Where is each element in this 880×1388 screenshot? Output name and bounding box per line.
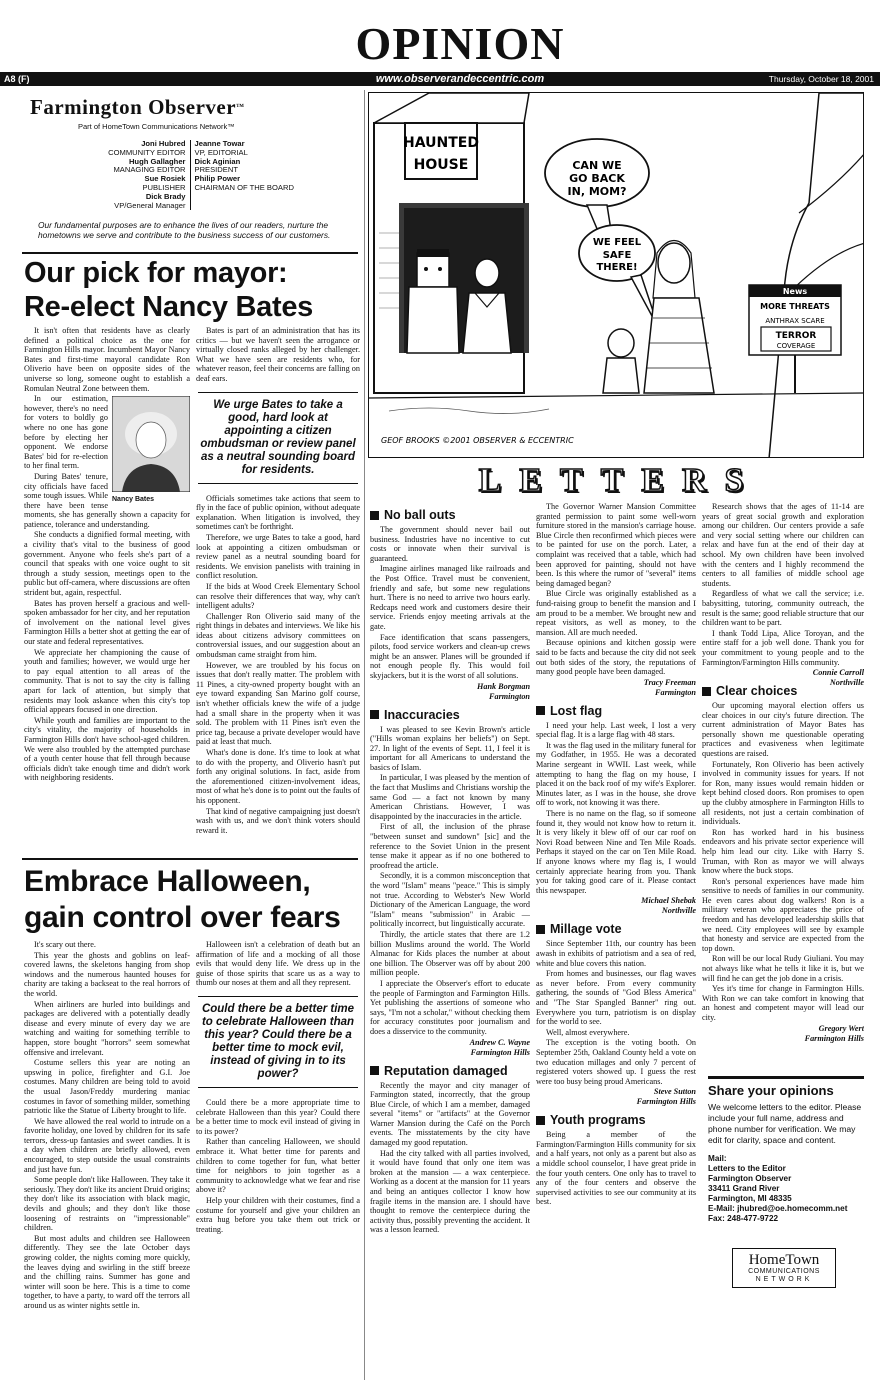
letter-1-p1: In particular, I was pleased by the mention of the fact that Muslims and Christians worship the same God — a fact not known by many American Christians. However, I was disappointed by the inaccuracies in the article. <box>370 773 530 821</box>
editorial1-p12: What's done is done. It's time to look at what to do with the property, and Oliverio hasn't put forth any original solutions. In fact, aside from the aforementioned citizen-involvement ideas, most of what he's done is to point out the faults of his opponent. <box>196 748 360 805</box>
letter-6-p2: Ron has worked hard in his business endeavors and his private sector experience will help him lead our city. Like with Harry S. Truman, with Ron as mayor we will always know where the buck stops. <box>702 827 864 876</box>
editorial2-col1 <box>24 940 190 1376</box>
share-fax: Fax: 248-477-9722 <box>708 1214 779 1223</box>
letter-head-text-1: Inaccuracies <box>384 707 460 722</box>
letter-3-p0: I need your help. Last week, I lost a very special flag. It is a large flag with 48 stars. <box>536 720 696 740</box>
letter-head-4 <box>536 922 696 936</box>
letter-head-text-4: Millage vote <box>550 922 622 937</box>
editorial2-p5: We have allowed the real world to intrude on a favorite holiday, one loved by children for its safe terrors, dress-up fantasies and sweet candies. It is a day when children are briefly allowed, even encouraged, to step outside the usual constraints and just have fun. <box>24 1116 190 1174</box>
staff-left-title-0: COMMUNITY EDITOR <box>108 147 186 157</box>
hometown-logo-sub2: NETWORK <box>755 1276 813 1283</box>
letter-1-author: Andrew C. Wayne <box>469 1037 530 1047</box>
editorial2-p9: Could there be a more appropriate time to celebrate Halloween than this year? Could there be a better time to mock evil instead of giving in to its power? <box>196 1097 360 1136</box>
cartoon-house-sign-1: HAUNTED <box>403 135 479 151</box>
share-addr2: Farmington Observer <box>708 1174 792 1183</box>
editorial2-p6: Some people don't like Halloween. They take it seriously. They don't like its ancient Druid origins; they don't like its association with black magic, devils and ghouls; and they don't like those loosening of restraints on "impressionable" children. <box>24 1175 190 1233</box>
letter-head-text-6: Clear choices <box>716 684 798 698</box>
editorial2-p10: Rather than canceling Halloween, we should embrace it. What better time for parents and children to come together for fun, what better time for neighbors to join together as a community to acknowledge what we fear and rise above it? <box>196 1137 360 1195</box>
cartoon-terror: TERROR <box>775 331 817 341</box>
editorial2-headline-line1: Embrace Halloween, <box>24 865 311 898</box>
cartoon-house-sign-2: HOUSE <box>413 157 469 173</box>
editorial2-headline <box>24 864 364 936</box>
staff-right-title-0: VP, EDITORIAL <box>194 147 248 157</box>
letter-1-signature <box>370 1038 530 1058</box>
editorial2-p4: Costume sellers this year are noting an upswing in police, firefighter and G.I. Joe costumes. Many children are being told to avoid the usual Jason/Freddy murdering maniac costumes in favor of something milder, something patriotic like the Statue of Liberty brought to life. <box>24 1058 190 1116</box>
letter-5-p2: Regardless of what we call the service; i.e. babysitting, tutoring, community outreach, the result is the same; good reliable structure that our children want to be part. <box>702 589 864 628</box>
letter-5-p1: Research shows that the ages of 11-14 are years of great social growth and exploration among our children. Our centers provide a safe and very social setting where our children can relax and have fun at the end of their day at school. My own children have been involved with the centers and I highly recommend the centers to all families of middle school age students. <box>702 502 864 588</box>
editorial2-col2 <box>196 940 360 1376</box>
bullet-square-icon <box>536 1116 545 1125</box>
letter-6-p3: Ron's personal experiences have made him sensitive to needs of families in our community. He even cares about dog walkers! Ron is a military veteran who appreciates the price of freedom and has developed leadership skills that we need. City employees will see by example that honesty and service are expected from the top down. <box>702 876 864 953</box>
letter-0-author: Hank Borgman <box>476 681 530 691</box>
editorial1-wrap: In our estimation, however, there's no need for voters to boldly go where no one has gone before by electing her opponent. We endorse Bates' bid for re-election to her final term. <box>24 394 108 471</box>
letter-3-city: Northville <box>661 906 696 916</box>
editorial1-p1: During Bates' tenure, city officials have faced some tough issues. While there have been tense moments, she has generally shown a capacity for patience, tolerance and understanding. <box>24 471 190 529</box>
letter-1-p5: I appreciate the Observer's effort to educate the people of Farmington and Farmington Hills. Yet publishing the assertions of someone who says, "I'm not a scholar," without checking them for accuracy constitutes poor journalism and does a disservice to the community. <box>370 978 530 1036</box>
staff-left-name-3: Dick Brady <box>145 191 186 201</box>
staff-left-name-1: Hugh Gallagher <box>128 156 186 166</box>
letters-col3-lower <box>702 678 864 1068</box>
staff-right-name-0: Jeanne Towar <box>194 139 245 148</box>
letter-0-p2: Face identification that scans passengers, pilots, food service workers and clean-up crews might be an answer. Planes will be grounded if not enough people fly. This would foil skyjackers, but it is the worst of all solutions. <box>370 632 530 680</box>
letter-6-author: Gregory Wert <box>818 1023 864 1033</box>
editorial2-p11: Help your children with their costumes, find a costume for yourself and give your children an extra hug before you take them out trick or treating. <box>196 1195 360 1234</box>
staff-right-title-2: CHAIRMAN OF THE BOARD <box>194 182 294 192</box>
editorial2-pull-quote: Could there be a better time to celebrate Halloween than this year? Could there be a better time to mock evil, instead of giving in to its power? <box>198 996 358 1088</box>
paper-nameplate <box>30 95 245 119</box>
letter-3-p1: It was the flag used in the military funeral for my Godfather, in 1955. He was a decorated Marine sergeant in WWII. Last week, while attempting to hang the flag on my house, I placed it on the back roof of my wife's Explorer. Minutes later, as I was in the house, she drove off to work, not knowing it was there. <box>536 740 696 808</box>
staff-left-name-0: Joni Hubred <box>141 139 186 148</box>
editorial2-p3: When airliners are hurled into buildings and packages are delivered with a potentially deadly disease and every minute of every day we are watching and waiting for something terrible to happen, store bought "horrors" seem somewhat offensive and irrelevant. <box>24 999 190 1057</box>
letter-6-p0: Our upcoming mayoral election offers us clear choices in our city's future direction. The current administration of Mayor Bates has personally shown me questionable operating practices and evasiveness when legitimate questions are raised. <box>702 701 864 758</box>
letters-banner: LETTERS <box>478 462 762 499</box>
letter-head-0 <box>370 508 530 522</box>
letter-4-p3: The exception is the voting booth. On September 25th, Oakland County held a vote on two education millages and only 7 percent of registered voters showed up. I guess the rest were too busy being proud Americans. <box>536 1038 696 1086</box>
staff-right-name-2: Philip Power <box>194 174 241 184</box>
letter-6-p1: Fortunately, Ron Oliverio has been actively involved in community issues for years. If not for Ron, many issues would remain hidden or kept behind closed doors. Ron promises to open up the clubby atmosphere in Farmington Hills to all residents, not just a certain combination of individuals. <box>702 759 864 827</box>
staff-left <box>80 140 190 210</box>
editorial1-headline-line1: Our pick for mayor: <box>24 257 288 289</box>
share-addr3: 33411 Grand River <box>708 1184 780 1193</box>
letter-0-p0: The government should never bail out business. Industries have no incentive to cut costs or innovate when their survival is guaranteed. <box>370 525 530 563</box>
mission-statement: Our fundamental purposes are to enhance the lives of our readers, nurture the hometowns we serve and contribute to the business success of our customers. <box>38 220 331 240</box>
bullet-square-icon <box>536 706 545 715</box>
editorial1-p8: Therefore, we urge Bates to take a good, hard look at appointing a citizen ombudsman or review panel as a neutral sounding board for residents. We envision panelists with training in conflict resolution. <box>196 532 360 581</box>
letter-head-5 <box>536 1113 696 1127</box>
hometown-logo-word: HomeTown <box>748 1252 820 1268</box>
staff-right-name-1: Dick Aginian <box>194 156 241 166</box>
share-email[interactable]: E-Mail: jhubred@oe.homecomm.net <box>708 1204 848 1213</box>
letter-2-p3: Blue Circle was originally established as a fund-raising group to benefit the mansion and I am proud to be a member. We brought new and repeat visitors, as well as money, to the mansion. All are much needed. <box>536 589 696 637</box>
staff-right <box>190 140 340 210</box>
letters-col1 <box>370 502 530 1382</box>
editorial1-p2: She conducts a dignified formal meeting, with a civility that's vital to the business of good government. Anyone who feels she's part of a council that speaks with one voice ought to sit through a study session, meetings open to the public but off-camera, where discussions are often strident but, again, respectful. <box>24 530 190 598</box>
staff-box <box>80 140 340 210</box>
letter-1-p3: Secondly, it is a common misconception that the word "Islam" means "peace." This is simply not true. According to Webster's New World Dictionary of the American Language, the word "Islam" means "submission" in Arabic — politically incorrect, but linguistically accurate. <box>370 871 530 929</box>
letter-2-p4: Because opinions and kitchen gossip were said to be facts and because the city did not seek out both sides of the story, the reputations of many good people have been damaged. <box>536 638 696 677</box>
staff-left-name-2: Sue Rosiek <box>144 174 186 184</box>
letter-0-p1: Imagine airlines managed like railroads and the Post Office. Travel must be convenient, friendly and safe, but some new regulations hurt. There is no need to arrive two hours early. Redcaps need work and customers desire their service. Friends enjoy meeting arrivals at the gate. <box>370 564 530 631</box>
letter-6-city: Farmington Hills <box>804 1033 864 1043</box>
letter-head-text-0: No ball outs <box>384 508 456 522</box>
staff-left-title-2: PUBLISHER <box>142 182 186 192</box>
cartoon-bubble-1: CAN WE GO BACK IN, MOM? <box>567 159 627 198</box>
editorial1-headline-line2: Re-elect Nancy Bates <box>24 291 313 323</box>
paper-tm: ™ <box>236 102 245 111</box>
letter-head-3 <box>536 704 696 718</box>
staff-right-title-1: PRESIDENT <box>194 165 238 175</box>
editorial1-p6: Bates is part of an administration that has its critics — but we haven't seen the arrogance or virtually closed ranks alleged by her challenger. What we have seen are residents who, for whatever reason, feel their concerns are falling on deaf ears. <box>196 326 360 383</box>
cartoon-news-label: News <box>782 287 808 296</box>
hometown-logo <box>732 1248 836 1288</box>
letter-4-signature <box>536 1087 696 1107</box>
letter-head-1 <box>370 708 530 722</box>
editorial1-headline <box>24 256 364 324</box>
editorial2-headline-line2: gain control over fears <box>24 901 341 934</box>
network-line: Part of HomeTown Communications Network™ <box>78 122 235 131</box>
share-opinions-box <box>708 1076 864 1376</box>
letter-2-signature <box>536 678 696 698</box>
letter-head-6 <box>702 684 864 698</box>
share-mail-label: Mail: <box>708 1154 727 1163</box>
editorial1-p3: Bates has proven herself a gracious and well-spoken ambassador for her city, and her reputation of involvement on the national level gives Farmington Hills a better shot at getting the ear of our state and federal representatives. <box>24 598 190 646</box>
letter-4-author: Steve Sutton <box>653 1087 696 1097</box>
issue-date: Thursday, October 18, 2001 <box>768 74 874 84</box>
letter-1-p4: Thirdly, the article states that there are 1.2 billion Muslims around the world. The World Almanac for Kids places the number at about one billion. The Observer was off by about 200 million people. <box>370 929 530 978</box>
cartoon-credit: GEOF BROOKS ©2001 OBSERVER & ECCENTRIC <box>381 436 574 445</box>
letter-5-city: Northville <box>829 678 864 688</box>
editorial2-p8: Halloween isn't a celebration of death but an affirmation of life and a mocking of all those evils that would deny life. We dress up in the guise of those spirits that scare us as a way to thumb our noses at them and all they represent. <box>196 940 360 988</box>
share-title: Share your opinions <box>708 1083 834 1098</box>
editorial1-pull-quote: We urge Bates to take a good, hard look at appointing a citizen ombudsman or review panel as a neutral sounding board for residents. <box>198 392 358 484</box>
letter-2-p1: Had the city talked with all parties involved, it would have found that only one item was broken at the mansion — a wax centerpiece. Working as a docent at the mansion for 11 years and being an antiques collector I know how fragile items in the mansion are. I should have thought to remove the centerpiece during the activity thus, possibly preventing the accident. It was a lesson learned. <box>370 1148 530 1235</box>
bullet-square-icon <box>370 1066 379 1075</box>
bullet-square-icon <box>370 511 379 520</box>
letter-head-text-3: Lost flag <box>550 703 603 718</box>
paper-name: Farmington Observer <box>30 95 237 119</box>
editorial1-p11: However, we are troubled by his focus on issues that don't really matter. The problem with 11 Pines, a city-owned property bought with an eye toward expanding San Marino golf course, isn't whether officials knew the wife of a judge had a small share in the property when it was sold. The problem with 11 Pines isn't even the price tag, because a private developer would have paid at least that much. <box>196 660 360 747</box>
editorial1-col1 <box>24 326 190 850</box>
letter-2-p2: The Governor Warner Mansion Committee granted permission to paint some well-worn furniture stored in the mansion's carriage house. Blue Circle then reconfirmed which pieces were to be painted for use on the porch. Later, a complaint was received that a table, which had been approved for painting, should not have been. Is this where the rumor of "several" items being damaged began? <box>536 502 696 588</box>
bullet-square-icon <box>536 925 545 934</box>
editorial2-p7: But most adults and children see Halloween differently. They see the late October days growing colder, the nights coming more quickly, the leaves dying and swirling in the stiff breeze and the chilling rains. Summer has gone and winter will soon be here. This is a time to come together, to have a party, to ward off the terrors all around us as winter nights settle in. <box>24 1233 190 1310</box>
editorial1-lead: It isn't often that residents have as clearly defined a political choice as the one for Farmington Hills mayor. Incumbent Mayor Nancy Bates and first-time mayoral candidate Ron Oliverio have been on opposite sides of the universe so long, someone ought to establish a Romulan Neutral Zone between them. <box>24 326 190 393</box>
cartoon-threats: MORE THREATS <box>760 302 830 311</box>
letter-1-p0: I was pleased to see Kevin Brown's article ("Hills woman explains her beliefs") on Sept. 27. In light of the events of Sept. 11, I feel it is important for all Americans to understand the basics of Islam. <box>370 724 530 772</box>
bullet-square-icon <box>702 687 711 696</box>
letter-head-2 <box>370 1064 530 1078</box>
letter-5-p0: Being a member of the Farmington/Farmington Hills community for six and a half years, not only as a parent but also as a middle school counselor, I have great pride in the four youth centers. One only has to travel to any of the four centers and observe the supervised activities to see our community at its best. <box>536 1130 696 1207</box>
site-url[interactable]: www.observerandeccentric.com <box>375 73 545 85</box>
share-addr1: Letters to the Editor <box>708 1164 786 1173</box>
letter-head-text-5: Youth programs <box>550 1113 646 1128</box>
share-address <box>708 1164 864 1224</box>
letter-4-city: Farmington Hills <box>636 1097 696 1107</box>
editorial2-p2: This year the ghosts and goblins on leaf-covered lawns, the skeletons hanging from shop windows and the numerous haunted houses for charity are taking a backseat to the real horrors of the world. <box>24 950 190 998</box>
letter-6-signature <box>702 1024 864 1044</box>
letter-4-p1: From homes and businesses, our flag waves as never before. From every community gathering, the sounds of "God Bless America" and "The Star Spangled Banner" ring out. Everywhere you turn, patriotism is on display for the world to see. <box>536 969 696 1027</box>
editorial1-col2 <box>196 326 360 850</box>
hometown-logo-sub1: COMMUNICATIONS <box>748 1268 820 1275</box>
letter-6-p4: Ron will be our local Rudy Giuliani. You may not always like what he tells it like it is, but we will find he can get the job done in a crisis. <box>702 954 864 983</box>
cartoon-coverage: COVERAGE <box>776 342 816 350</box>
letter-4-p2: Well, almost everywhere. <box>546 1027 630 1037</box>
letter-3-author: Michael Shebak <box>641 896 696 906</box>
staff-left-title-3: VP/General Manager <box>114 200 186 210</box>
cartoon-illustration <box>369 93 864 458</box>
cartoon-bubble-2: WE FEEL SAFE THERE! <box>592 237 642 273</box>
letter-5-author: Connie Carroll <box>812 668 864 678</box>
nancy-bates-photo <box>112 396 190 492</box>
letters-col2 <box>536 502 696 1382</box>
staff-left-title-1: MANAGING EDITOR <box>113 165 186 175</box>
page-label: A8 (F) <box>4 74 30 84</box>
letter-2-p0: Recently the mayor and city manager of Farmington stated, incorrectly, that the group Blue Circle, of which I am a member, damaged several "items" or "artifacts" at the Governor Warner Mansion during the Café on the Porch events. The misstatements by the city have damaged my good reputation. <box>370 1080 530 1148</box>
bullet-square-icon <box>370 710 379 719</box>
letter-3-p2: There is no name on the flag, so if someone found it, they would not know how to return it. It is very likely it blew off of our car roof on Novi Road between Nine and Ten Mile Roads. Perhaps it stayed on the car on Ten Mile Road. If anyone knows where my flag is, I would certainly appreciate hearing from you. Thank you for taking good care of it. Please contact this newspaper. <box>536 809 696 895</box>
editorial1-p9: If the bids at Wood Creek Elementary School can resolve their differences that way, why can't intelligent adults? <box>196 581 360 611</box>
editorial1-p5: While youth and families are important to the city's vitality, the majority of households in Farmington Hills don't have school-aged children. We were also troubled by the attempted purchase of a youth center house that fell through because officials didn't take enough time and didn't work with neighboring residents. <box>24 715 190 783</box>
letter-0-signature <box>370 682 530 702</box>
letter-4-p0: Since September 11th, our country has been awash in exhibits of patriotism and a sea of red, white and blue covers this nation. <box>536 939 696 968</box>
letter-head-text-2: Reputation damaged <box>384 1063 508 1078</box>
letter-1-city: Farmington Hills <box>470 1047 530 1057</box>
editorial1-p4: We appreciate her championing the cause of youth and families; however, we would urge her to pay equal attention to all areas of the community. That is not to say the city is falling apart for lack of attention, but simply that residents may look askance when this city's top official appears focused in one direction. <box>24 647 190 715</box>
letter-2-city: Farmington <box>655 687 696 697</box>
letter-3-signature <box>536 896 696 916</box>
nancy-bates-photo-frame <box>112 396 190 504</box>
cartoon-frame <box>368 92 864 458</box>
letter-6-p5: Yes it's time for change in Farmington Hills. With Ron we can take comfort in knowing that an honest and competent mayor will lead our city. <box>702 984 864 1022</box>
letter-0-city: Farmington <box>489 691 530 701</box>
editorial1-p10: Challenger Ron Oliverio said many of the right things in debates and interviews. We like his ideas about citizens advisory committees on controversial issues, and our suggestion about an ombudsman came straight from him. <box>196 611 360 660</box>
editorial1-p7: Officials sometimes take actions that seem to fly in the face of public opinion, without adequate explanation. When litigation is involved, they sometimes can't be forthright. <box>196 493 360 532</box>
photo-caption: Nancy Bates <box>112 495 155 503</box>
letter-5-p3: I thank Todd Lipa, Alice Toroyan, and the entire staff for a job well done. Thank you for your commitment to young people and to the Farmington/Farmington Hills community. <box>702 628 864 667</box>
share-addr4: Farmington, MI 48335 <box>708 1194 792 1203</box>
section-title: OPINION <box>355 18 565 69</box>
editorial1-p13: That kind of negative campaigning just doesn't wash with us, and we don't think voters should reward it. <box>196 806 360 835</box>
letter-1-p2: First of all, the inclusion of the phrase "between sunset and sundown" [sic] and the reference to the Soviet Union in the present tense make it appear as if no one bothered to proofread the article. <box>370 822 530 870</box>
cartoon-anthrax: ANTHRAX SCARE <box>765 317 825 325</box>
editorial2-p1: It's scary out there. <box>34 940 96 949</box>
letter-2-author: Tracy Freeman <box>643 677 696 687</box>
share-body: We welcome letters to the editor. Please include your full name, address and phone number for verification. We may edit for clarity, space and content. <box>708 1102 862 1145</box>
